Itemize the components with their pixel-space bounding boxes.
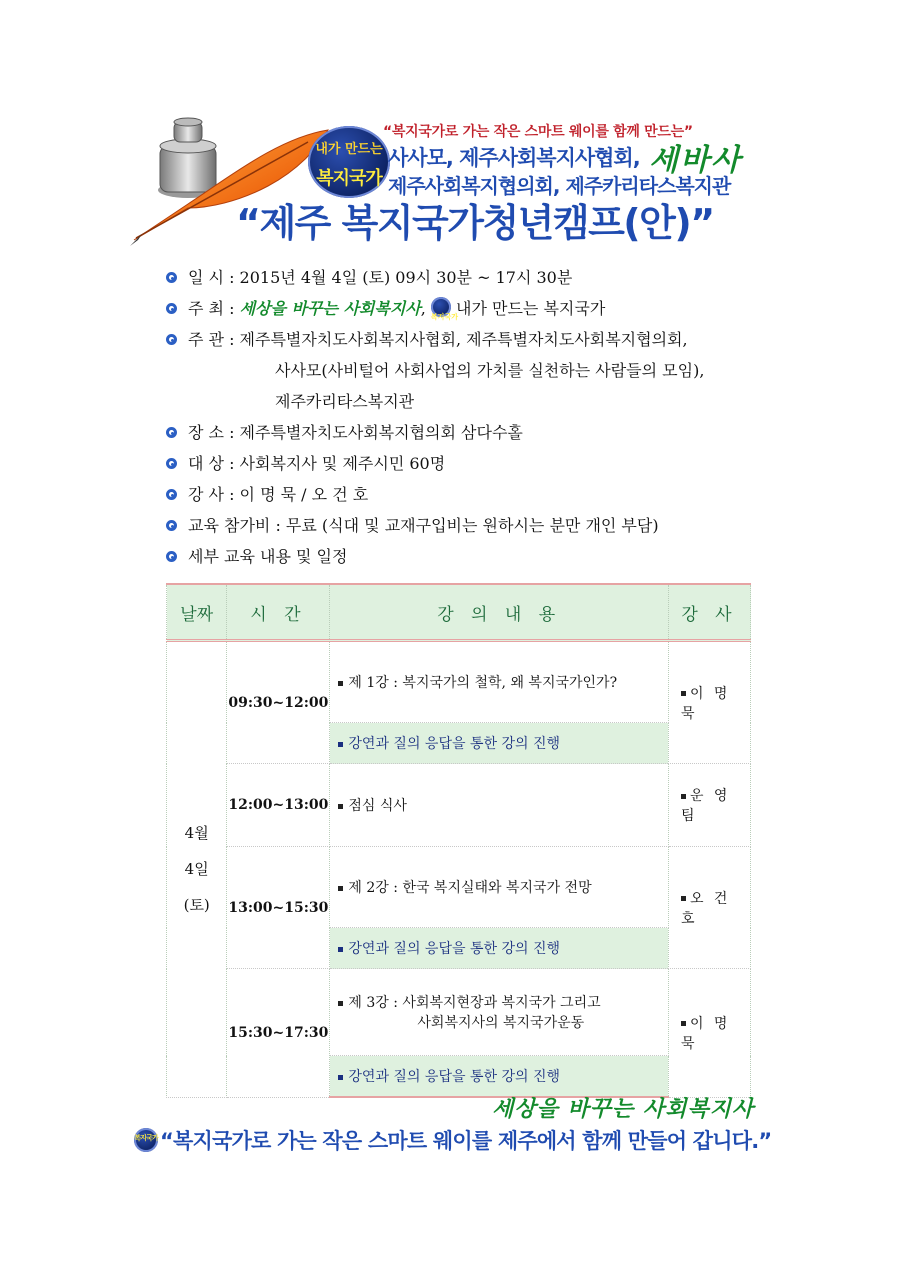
event-info-list [166, 262, 806, 572]
header-time: 시 간 [227, 584, 330, 641]
bullet-icon [166, 334, 177, 345]
welfare-state-badge-icon: 복지국가 [134, 1128, 158, 1152]
lecture-instructor: 운 영 팀 [668, 764, 750, 847]
bullet-icon [166, 551, 177, 562]
session-time: 13:00~15:30 [227, 847, 330, 969]
welfare-state-badge-logo: 내가 만드는 복지국가 [308, 126, 390, 198]
header-date: 날짜 [167, 584, 227, 641]
lecture-title: 점심 식사 [330, 764, 669, 847]
header-content: 강 의 내 용 [330, 584, 669, 641]
lecture-method: 강연과 질의 응답을 통한 강의 진행 [330, 928, 669, 969]
lecture-title: 제 2강 : 한국 복지실태와 복지국가 전망 [330, 847, 669, 928]
table-row [167, 641, 751, 723]
header-organizations-line2: 제주사회복지협의회, 제주카리타스복지관 [388, 174, 731, 198]
info-row-date: 일 시 : 2015년 4월 4일 (토) 09시 30분 ~ 17시 30분 [166, 262, 806, 293]
session-time: 15:30~17:30 [227, 969, 330, 1098]
table-row [167, 764, 751, 847]
bullet-icon [166, 489, 177, 500]
info-row-target: 대 상 : 사회복지사 및 제주시민 60명 [166, 448, 806, 479]
welfare-state-badge-icon: 복지국가 [431, 297, 451, 317]
schedule-table [166, 583, 751, 1098]
host-slogan: 세상을 바꾸는 사회복지사 [239, 299, 421, 318]
info-row-venue: 장 소 : 제주특별자치도사회복지협의회 삼다수홀 [166, 417, 806, 448]
lecture-instructor: 이 명 묵 [668, 969, 750, 1098]
info-row-fee: 교육 참가비 : 무료 (식대 및 교재구입비는 원하시는 분만 개인 부담) [166, 510, 806, 541]
table-row [167, 969, 751, 1056]
bullet-icon [166, 427, 177, 438]
info-row-detail: 세부 교육 내용 및 일정 [166, 541, 806, 572]
info-row-organizer: 주 관 : 제주특별자치도사회복지사협회, 제주특별자치도사회복지협의회, 사사모(사비털어 사회사업의 가치를 실천하는 사람들의 모임), 제주카리타스복지관 [166, 324, 806, 417]
header-tagline: “복지국가로 가는 작은 스마트 웨이를 함께 만드는” [383, 124, 693, 140]
lecture-instructor: 이 명 묵 [668, 641, 750, 764]
footer-signature: 세상을 바꾸는 사회복지사 [492, 1097, 755, 1122]
schedule-date: 4월 4일 (토) [167, 641, 227, 1098]
lecture-method: 강연과 질의 응답을 통한 강의 진행 [330, 723, 669, 764]
sebasa-logo-text: 세바사 [649, 143, 742, 178]
table-row [167, 847, 751, 928]
info-row-host: 주 최 : 세상을 바꾸는 사회복지사, 복지국가 내가 만드는 복지국가 [166, 293, 806, 324]
bullet-icon [166, 303, 177, 314]
info-row-instructors: 강 사 : 이 명 묵 / 오 건 호 [166, 479, 806, 510]
footer-slogan: 복지국가 “복지국가로 가는 작은 스마트 웨이를 제주에서 함께 만들어 갑니다.” [134, 1129, 772, 1153]
bullet-icon [166, 520, 177, 531]
bullet-icon [166, 458, 177, 469]
session-time: 09:30~12:00 [227, 641, 330, 764]
header-instructor: 강 사 [668, 584, 750, 641]
lecture-title: 제 1강 : 복지국가의 철학, 왜 복지국가인가? [330, 641, 669, 723]
lecture-instructor: 오 건 호 [668, 847, 750, 969]
header-organizations-line1: 사사모, 제주사회복지사협회, [388, 146, 640, 170]
session-time: 12:00~13:00 [227, 764, 330, 847]
lecture-title: 제 3강 : 사회복지현장과 복지국가 그리고 사회복지사의 복지국가운동 [330, 969, 669, 1056]
bullet-icon [166, 272, 177, 283]
lecture-method: 강연과 질의 응답을 통한 강의 진행 [330, 1056, 669, 1098]
schedule-header-row [167, 584, 751, 641]
page-title: “제주 복지국가청년캠프(안)” [236, 201, 714, 245]
